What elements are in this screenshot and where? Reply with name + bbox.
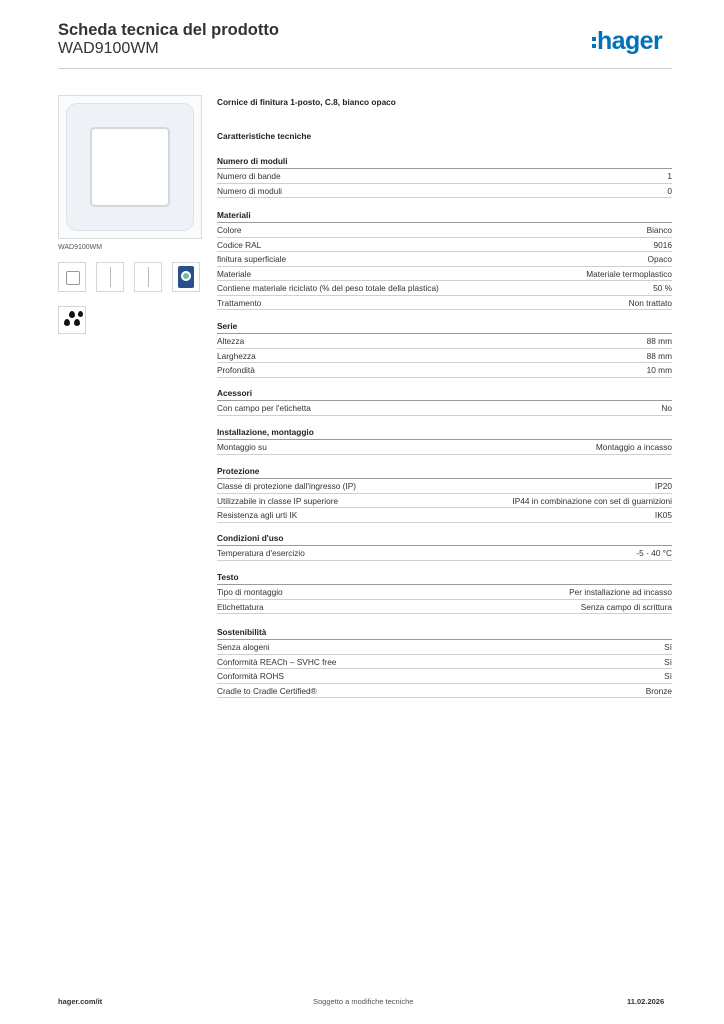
spec-value: 1 (667, 171, 672, 181)
water-drops-icon (58, 306, 86, 334)
section-title: Sostenibilità (217, 627, 267, 637)
section-title: Installazione, montaggio (217, 427, 314, 437)
logo-text: hager (597, 27, 663, 55)
frame-outline-icon[interactable] (58, 262, 86, 292)
spec-label: Utilizzabile in classe IP superiore (217, 495, 339, 506)
product-code: WAD9100WM (58, 40, 159, 57)
spec-label: finitura superficiale (217, 254, 287, 264)
spec-row (217, 479, 672, 494)
section-title: Condizioni d'uso (217, 533, 284, 543)
spec-value: Bianco (646, 225, 672, 235)
cover-frame-picture (66, 103, 194, 231)
spec-row (217, 546, 672, 561)
spec-value: Non trattato (628, 297, 672, 308)
spec-label: Materiale (217, 268, 252, 279)
spec-value: Sì (664, 642, 672, 652)
section-title: Materiali (217, 210, 251, 220)
spec-row (217, 223, 672, 238)
spec-label: Contiene materiale riciclato (% del peso totale della plastica) (217, 283, 439, 293)
spec-row (217, 281, 672, 296)
spec-value: IP20 (654, 481, 672, 491)
spec-value: Sì (664, 671, 672, 681)
side-view-icon[interactable] (96, 262, 124, 292)
spec-row (217, 655, 672, 670)
spec-value: Materiale termoplastico (586, 268, 672, 279)
spec-label: Temperatura d'esercizio (217, 548, 305, 558)
spec-label: Colore (217, 225, 242, 235)
section-title: Acessori (217, 388, 253, 398)
header-divider (58, 68, 672, 69)
spec-row (217, 684, 672, 699)
spec-value: Senza campo di scrittura (580, 601, 672, 612)
spec-label: Profondità (217, 365, 255, 375)
spec-value: Bronze (645, 685, 672, 696)
section-title: Numero di moduli (217, 156, 288, 166)
eco-passport-icon[interactable] (172, 262, 200, 292)
spec-value: 0 (667, 185, 672, 196)
spec-row (217, 296, 672, 311)
spec-label: Trattamento (217, 297, 262, 308)
section-title: Testo (217, 572, 239, 582)
spec-row (217, 252, 672, 267)
footer-notice: Soggetto a modifiche tecniche (313, 997, 414, 1006)
spec-row (217, 267, 672, 282)
spec-value: 88 mm (646, 350, 672, 361)
spec-label: Etichettatura (217, 601, 264, 612)
spec-row (217, 169, 672, 184)
product-image (58, 95, 202, 239)
spec-value: IP44 in combinazione con set di guarnizioni (512, 495, 672, 506)
spec-row (217, 508, 672, 523)
specs-heading: Caratteristiche tecniche (217, 131, 312, 141)
footer-website-link[interactable]: hager.com/it (58, 997, 103, 1006)
spec-label: Codice RAL (217, 239, 262, 250)
spec-row (217, 640, 672, 655)
spec-label: Resistenza agli urti IK (217, 510, 298, 520)
hager-logo (592, 27, 662, 56)
spec-row (217, 600, 672, 615)
spec-label: Altezza (217, 336, 245, 346)
spec-row (217, 585, 672, 600)
product-description: Cornice di finitura 1-posto, C.8, bianco opaco (217, 97, 396, 107)
spec-row (217, 184, 672, 199)
spec-value: 50 % (653, 283, 672, 293)
spec-label: Classe di protezione dall'ingresso (IP) (217, 481, 357, 491)
spec-value: No (661, 403, 672, 413)
spec-label: Senza alogeni (217, 642, 270, 652)
spec-row (217, 349, 672, 364)
spec-label: Montaggio su (217, 442, 267, 452)
spec-row (217, 669, 672, 684)
spec-row (217, 494, 672, 509)
spec-label: Conformità ROHS (217, 671, 284, 681)
spec-label: Larghezza (217, 350, 256, 361)
spec-label: Tipo di montaggio (217, 587, 283, 597)
spec-label: Cradle to Cradle Certified® (217, 685, 317, 696)
section-title: Serie (217, 321, 238, 331)
spec-row (217, 238, 672, 253)
spec-value: -5 - 40 °C (636, 548, 672, 558)
spec-value: Montaggio a incasso (595, 442, 672, 452)
document-title: Scheda tecnica del prodotto (58, 21, 279, 39)
spec-label: Numero di moduli (217, 185, 283, 196)
spec-row (217, 334, 672, 349)
spec-value: Per installazione ad incasso (569, 587, 672, 597)
side-profile-icon[interactable] (134, 262, 162, 292)
spec-value: 9016 (653, 239, 672, 250)
spec-value: Sì (664, 656, 672, 667)
spec-row (217, 440, 672, 455)
section-title: Protezione (217, 466, 260, 476)
spec-value: IK05 (654, 510, 672, 520)
logo-dots-icon (592, 34, 596, 51)
spec-row (217, 401, 672, 416)
spec-value: Opaco (647, 254, 672, 264)
spec-label: Numero di bande (217, 171, 281, 181)
spec-label: Conformità REACh – SVHC free (217, 656, 337, 667)
spec-value: 88 mm (646, 336, 672, 346)
cover-frame-opening (92, 129, 168, 205)
image-caption: WAD9100WM (58, 244, 103, 251)
footer-date: 11.02.2026 (627, 997, 665, 1006)
spec-row (217, 363, 672, 378)
spec-value: 10 mm (646, 365, 672, 375)
spec-label: Con campo per l'etichetta (217, 403, 311, 413)
